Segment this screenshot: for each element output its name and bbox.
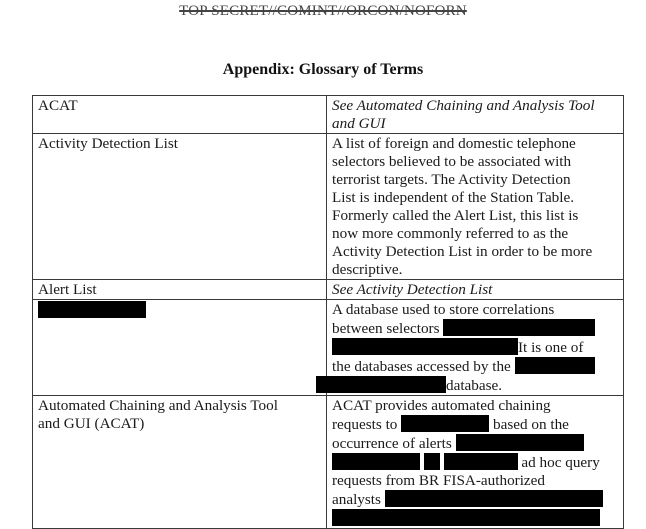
redaction-box bbox=[401, 415, 489, 432]
redaction-box bbox=[385, 490, 603, 507]
definition-line: See Activity Detection List bbox=[332, 281, 493, 298]
definition-line: A database used to store correlations bbox=[332, 301, 555, 318]
definition-line: See Automated Chaining and Analysis Tool bbox=[332, 97, 595, 114]
term-text: ACAT bbox=[38, 97, 78, 114]
definition-text: between selectors bbox=[332, 320, 440, 337]
definition-line: descriptive. bbox=[332, 261, 403, 278]
redaction-box bbox=[332, 509, 600, 526]
definition-line: List is independent of the Station Table. bbox=[332, 189, 575, 206]
redaction-box bbox=[443, 319, 595, 336]
definition-text: analysts bbox=[332, 491, 381, 508]
term-cell bbox=[33, 280, 327, 300]
glossary-row-acat-full bbox=[33, 396, 624, 529]
definition-text: ad hoc query bbox=[521, 454, 600, 471]
term-cell bbox=[33, 396, 327, 529]
definition-line: now more commonly referred to as the bbox=[332, 225, 569, 242]
definition-text: occurrence of alerts bbox=[332, 435, 452, 452]
term-text: Activity Detection List bbox=[38, 135, 179, 152]
definition-text: database. bbox=[446, 377, 503, 394]
definition-line: terrorist targets. The Activity Detection bbox=[332, 171, 571, 188]
definition-line: ACAT provides automated chaining bbox=[332, 397, 551, 414]
redaction-box bbox=[424, 453, 440, 470]
definition-cell bbox=[327, 134, 624, 280]
redaction-box bbox=[515, 357, 595, 374]
definition-cell bbox=[327, 300, 624, 396]
definition-cell bbox=[327, 396, 624, 529]
redaction-box bbox=[444, 453, 518, 470]
definition-text: based on the bbox=[492, 416, 569, 433]
page-title: Appendix: Glossary of Terms bbox=[222, 61, 424, 78]
glossary-table bbox=[32, 95, 624, 529]
definition-line: Formerly called the Alert List, this list is bbox=[332, 207, 579, 224]
redaction-box bbox=[316, 376, 446, 393]
redaction-box bbox=[332, 338, 518, 355]
redaction-box bbox=[332, 453, 420, 470]
term-text: Automated Chaining and Analysis Tool bbox=[38, 397, 278, 414]
term-cell bbox=[33, 96, 327, 134]
definition-text: the databases accessed by the bbox=[332, 358, 511, 375]
definition-line: A list of foreign and domestic telephone bbox=[332, 135, 576, 152]
term-text: and GUI (ACAT) bbox=[38, 415, 145, 432]
redaction-box bbox=[38, 301, 146, 318]
term-text: Alert List bbox=[38, 281, 97, 298]
classification-marking: TOP SECRET//COMINT//ORCON/NOFORN bbox=[179, 3, 467, 19]
term-cell bbox=[33, 300, 327, 396]
definition-cell bbox=[327, 280, 624, 300]
definition-line: Activity Detection List in order to be more bbox=[332, 243, 593, 260]
definition-line: selectors believed to be associated with bbox=[332, 153, 572, 170]
glossary-row-acat bbox=[33, 96, 624, 134]
glossary-row-activity-detection-list bbox=[33, 134, 624, 280]
term-cell bbox=[33, 134, 327, 280]
redaction-box bbox=[456, 434, 584, 451]
glossary-row-alert-list bbox=[33, 280, 624, 300]
definition-text: requests to bbox=[332, 416, 398, 433]
definition-line: and GUI bbox=[332, 115, 386, 132]
definition-text: It is one of bbox=[518, 339, 584, 356]
glossary-row-redacted-term bbox=[33, 300, 624, 396]
definition-cell bbox=[327, 96, 624, 134]
definition-line: requests from BR FISA-authorized bbox=[332, 472, 546, 489]
